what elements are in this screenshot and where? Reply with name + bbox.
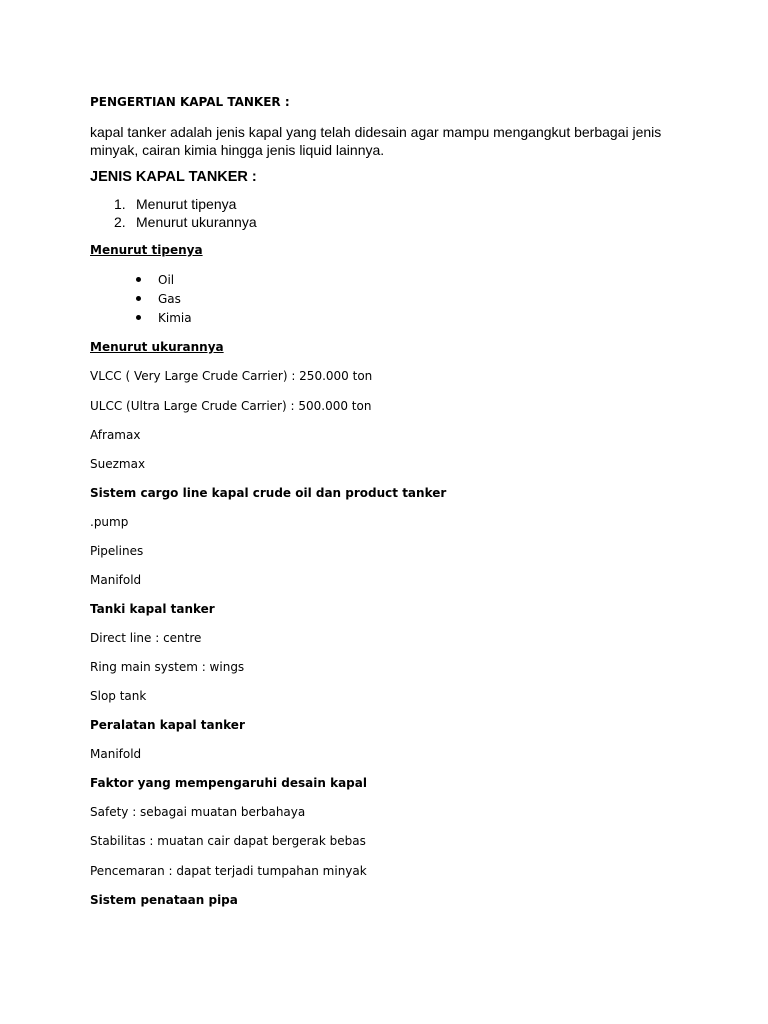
heading-faktor: Faktor yang mempengaruhi desain kapal (90, 776, 367, 790)
bullet-icon (136, 315, 141, 320)
heading-peralatan: Peralatan kapal tanker (90, 718, 245, 732)
heading-sistem-pipa: Sistem penataan pipa (90, 893, 238, 907)
text-line: Direct line : centre (90, 631, 202, 645)
text-line: Safety : sebagai muatan berbahaya (90, 805, 306, 819)
list-item: Menurut ukurannya (136, 214, 257, 230)
bullet-icon (136, 296, 141, 301)
text-line: ULCC (Ultra Large Crude Carrier) : 500.000 ton (90, 399, 372, 413)
bullet-item: Kimia (158, 311, 192, 325)
text-line: Ring main system : wings (90, 660, 245, 674)
text-line: Pipelines (90, 544, 144, 558)
list-item: Menurut tipenya (136, 196, 237, 212)
heading-pengertian: PENGERTIAN KAPAL TANKER : (90, 95, 290, 109)
text-line: Manifold (90, 747, 142, 761)
bullet-item: Oil (158, 273, 175, 287)
text-line: Manifold (90, 573, 142, 587)
heading-jenis: JENIS KAPAL TANKER : (90, 169, 257, 185)
heading-tanki: Tanki kapal tanker (90, 602, 215, 616)
list-number: 2. (114, 214, 126, 230)
text-line: VLCC ( Very Large Crude Carrier) : 250.000 ton (90, 369, 373, 383)
text-line: Slop tank (90, 689, 147, 703)
text-line: Stabilitas : muatan cair dapat bergerak bebas (90, 834, 366, 848)
heading-sistem-cargo: Sistem cargo line kapal crude oil dan product tanker (90, 486, 447, 500)
heading-menurut-tipenya: Menurut tipenya (90, 243, 203, 257)
list-number: 1. (114, 196, 126, 212)
text-line: .pump (90, 515, 129, 529)
heading-menurut-ukurannya: Menurut ukurannya (90, 340, 224, 354)
bullet-icon (136, 277, 141, 282)
text-line: Aframax (90, 428, 141, 442)
intro-paragraph: kapal tanker adalah jenis kapal yang telah didesain agar mampu mengangkut berbagai jenis minyak, cairan kimia hingga jenis liquid lainnya. (90, 124, 662, 158)
bullet-item: Gas (158, 292, 181, 306)
text-line: Pencemaran : dapat terjadi tumpahan minyak (90, 864, 367, 878)
text-line: Suezmax (90, 457, 146, 471)
